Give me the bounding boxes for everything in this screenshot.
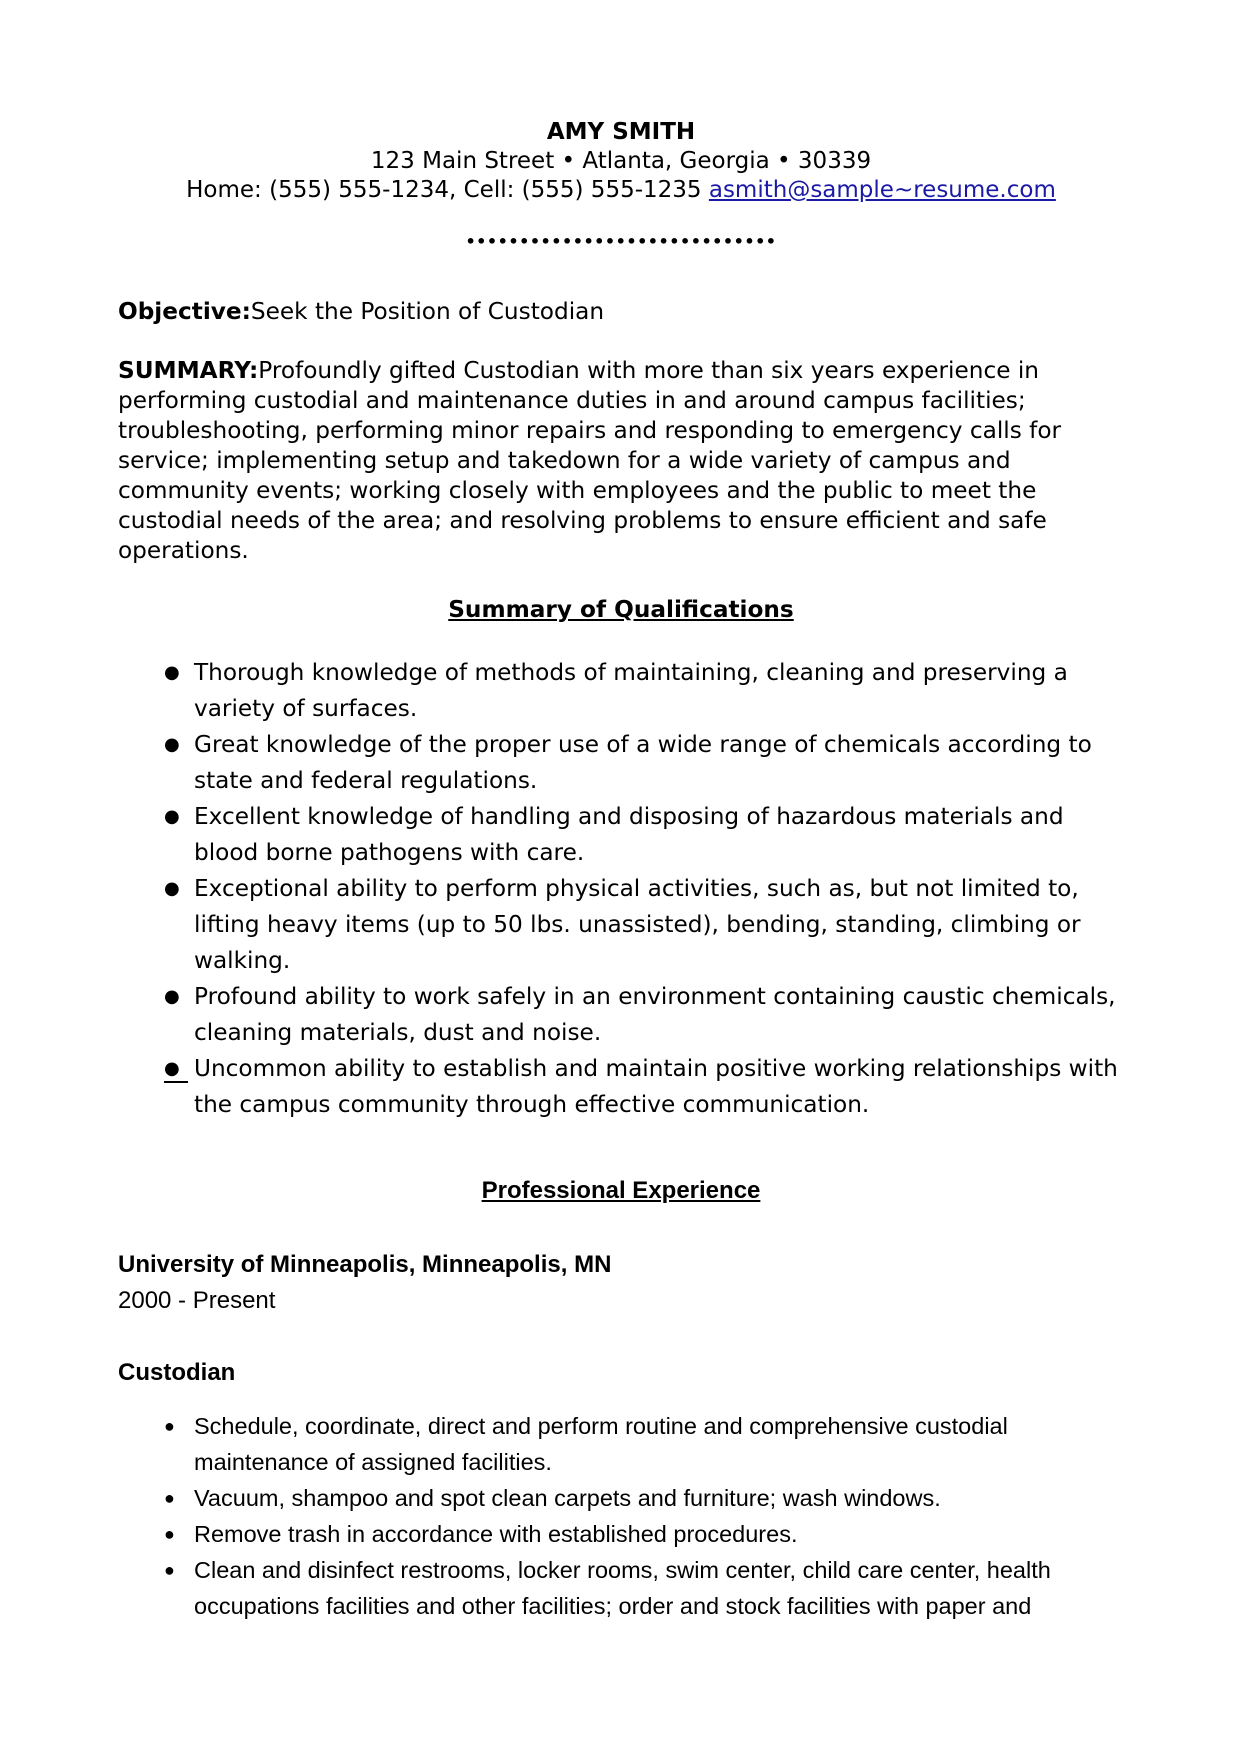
list-item bbox=[0, 1552, 1124, 1624]
job-title: Custodian bbox=[118, 1359, 236, 1386]
experience-heading: Professional Experience bbox=[481, 1177, 761, 1204]
email-link[interactable]: asmith@sample~resume.com bbox=[708, 177, 1056, 203]
list-item bbox=[0, 727, 1124, 799]
list-item bbox=[0, 1516, 1124, 1552]
qualification-text: Uncommon ability to establish and maintain positive working relationships with the campus community through effective communication. bbox=[194, 1055, 1118, 1118]
bullet-icon: ● bbox=[164, 878, 180, 899]
applicant-name: AMY SMITH bbox=[546, 119, 696, 145]
list-item bbox=[0, 1408, 1124, 1480]
duty-text: Schedule, coordinate, direct and perform routine and comprehensive custodial maintenance of assigned facilities. bbox=[194, 1413, 1008, 1475]
contact-line bbox=[0, 176, 1242, 205]
bullet-icon: ● bbox=[164, 986, 180, 1007]
qualifications-list bbox=[0, 655, 1124, 1123]
employer-name: University of Minneapolis, Minneapolis, MN bbox=[118, 1251, 612, 1278]
qualification-text: Profound ability to work safely in an environment containing caustic chemicals, cleaning materials, dust and noise. bbox=[194, 983, 1116, 1046]
bullet-underline bbox=[164, 1081, 188, 1083]
qualification-text: Excellent knowledge of handling and disposing of hazardous materials and blood borne pathogens with care. bbox=[194, 803, 1064, 866]
qualification-text: Exceptional ability to perform physical activities, such as, but not limited to, lifting heavy items (up to 50 lbs. unassisted), bending, standing, climbing or walking. bbox=[194, 875, 1081, 974]
duty-text: Vacuum, shampoo and spot clean carpets and furniture; wash windows. bbox=[194, 1485, 941, 1511]
summary-paragraph bbox=[118, 356, 1128, 566]
list-item bbox=[0, 1480, 1124, 1516]
summary-text: Profoundly gifted Custodian with more than six years experience in performing custodial and maintenance duties in and around campus facilities; troubleshooting, performing minor repairs and responding to emergency calls for service; implementing setup and takedown for a wide variety of campus and community events; working closely with employees and the public to meet the custodial needs of the area; and resolving problems to ensure efficient and safe operations. bbox=[118, 357, 1062, 564]
objective-text: Seek the Position of Custodian bbox=[250, 298, 605, 325]
bullet-icon: ● bbox=[164, 1524, 175, 1544]
list-item bbox=[0, 655, 1124, 727]
bullet-icon: ● bbox=[164, 1058, 180, 1079]
list-item bbox=[0, 1051, 1124, 1123]
duties-list bbox=[0, 1408, 1124, 1624]
applicant-address: 123 Main Street • Atlanta, Georgia • 30339 bbox=[370, 148, 872, 174]
bullet-icon: ● bbox=[164, 1560, 175, 1580]
qualification-text: Thorough knowledge of methods of maintaining, cleaning and preserving a variety of surfaces. bbox=[194, 659, 1068, 722]
qualifications-heading: Summary of Qualifications bbox=[448, 596, 794, 623]
summary-label: SUMMARY: bbox=[118, 357, 259, 384]
bullet-icon: ● bbox=[164, 806, 180, 827]
list-item bbox=[0, 871, 1124, 979]
list-item bbox=[0, 979, 1124, 1051]
objective-paragraph bbox=[118, 297, 1128, 327]
duty-text: Remove trash in accordance with established procedures. bbox=[194, 1521, 798, 1547]
bullet-icon: ● bbox=[164, 734, 180, 755]
bullet-icon: ● bbox=[164, 1416, 175, 1436]
qualification-text: Great knowledge of the proper use of a wide range of chemicals according to state and federal regulations. bbox=[194, 731, 1092, 794]
section-divider: ••••••••••••••••••••••••••••• bbox=[465, 232, 777, 251]
phone-numbers: Home: (555) 555-1234, Cell: (555) 555-1235 bbox=[186, 177, 709, 203]
objective-label: Objective: bbox=[118, 298, 251, 325]
bullet-icon: ● bbox=[164, 662, 180, 683]
employment-dates: 2000 - Present bbox=[118, 1287, 276, 1314]
list-item bbox=[0, 799, 1124, 871]
bullet-icon: ● bbox=[164, 1488, 175, 1508]
duty-text: Clean and disinfect restrooms, locker rooms, swim center, child care center, health occupations facilities and other facilities; order and stock facilities with paper and bbox=[194, 1557, 1051, 1619]
